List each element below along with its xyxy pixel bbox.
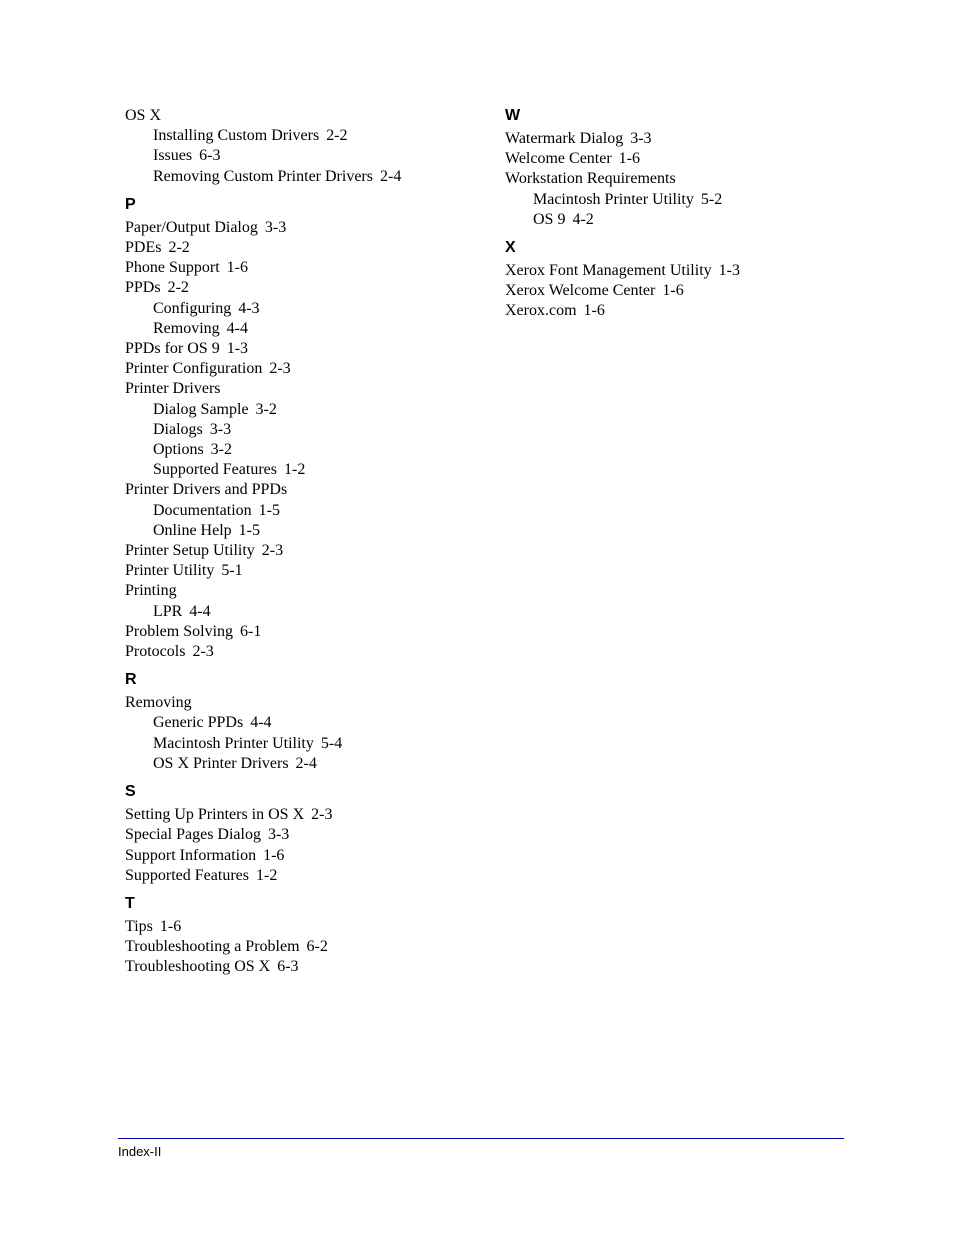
index-term: Phone Support: [125, 259, 220, 277]
index-entry: [125, 218, 485, 238]
index-term: Xerox Welcome Center: [505, 282, 656, 300]
index-term: Paper/Output Dialog: [125, 218, 258, 236]
index-entry: [505, 261, 885, 281]
index-page-ref: 1-3: [718, 262, 740, 280]
index-page-ref: 1-2: [283, 461, 306, 479]
index-page-ref: 5-4: [320, 734, 343, 752]
index-column-right: [505, 106, 885, 322]
index-column-left: [125, 106, 485, 978]
index-letter-heading: S: [125, 783, 136, 801]
index-term: Macintosh Printer Utility: [533, 190, 694, 208]
index-entry: [505, 169, 885, 189]
index-term: PPDs for OS 9: [125, 340, 220, 358]
index-letter-heading: P: [125, 195, 136, 213]
index-entry: [125, 642, 485, 662]
index-page-ref: 6-1: [240, 622, 262, 640]
index-term: Tips: [125, 917, 153, 935]
index-page-ref: 3-2: [255, 400, 277, 418]
index-term: Troubleshooting OS X: [125, 958, 271, 976]
index-term: Printer Configuration: [125, 360, 263, 378]
index-entry: [125, 339, 485, 359]
index-entry: [505, 281, 885, 301]
index-page-ref: 3-2: [210, 441, 232, 459]
index-page-ref: 2-2: [168, 239, 190, 257]
index-subentry: [125, 754, 485, 774]
index-subentry: [505, 210, 885, 230]
index-term: Printer Utility: [125, 562, 215, 580]
index-term: Watermark Dialog: [505, 130, 624, 147]
index-term: Installing Custom Drivers: [153, 127, 320, 145]
footer-page-label: Index-II: [118, 1144, 162, 1159]
index-entry: [125, 359, 485, 379]
index-page-ref: 4-4: [250, 714, 272, 732]
index-entry: [125, 379, 485, 399]
footer-rule: [118, 1138, 844, 1139]
index-page-ref: 3-3: [264, 218, 287, 236]
index-page-ref: 2-3: [261, 542, 284, 560]
index-term: Support Information: [125, 846, 257, 864]
index-term: OS X Printer Drivers: [153, 754, 289, 772]
index-term: Xerox Font Management Utility: [505, 262, 712, 280]
index-entry: [125, 238, 485, 258]
index-page-ref: 2-3: [269, 360, 291, 378]
index-term: Xerox.com: [505, 302, 577, 320]
index-page-ref: 4-4: [189, 602, 211, 620]
index-page-ref: 1-5: [258, 501, 280, 519]
index-term: Troubleshooting a Problem: [125, 938, 300, 956]
index-subentry: [125, 319, 485, 339]
index-page-ref: 2-4: [295, 754, 317, 772]
index-subentry: [125, 420, 485, 440]
index-entry: [125, 106, 485, 126]
index-term: Protocols: [125, 643, 186, 661]
index-entry: [125, 866, 485, 886]
index-subentry: [125, 521, 485, 541]
index-subentry: [125, 167, 485, 187]
index-entry: [125, 693, 485, 713]
index-entry: [125, 622, 485, 642]
index-term: Welcome Center: [505, 150, 612, 168]
index-subentry: [125, 734, 485, 754]
index-page-ref: 4-4: [226, 319, 248, 337]
index-term: Supported Features: [125, 866, 249, 884]
index-term: Configuring: [153, 299, 232, 317]
index-letter-heading: T: [125, 894, 135, 912]
index-page-ref: 1-6: [583, 302, 605, 320]
index-term: Printer Setup Utility: [125, 542, 255, 560]
index-entry: [125, 805, 485, 825]
index-term: Printer Drivers: [125, 380, 221, 398]
index-term: Removing: [125, 694, 192, 712]
index-page-ref: 2-3: [192, 643, 214, 661]
index-entry: [505, 149, 885, 169]
index-entry: [125, 561, 485, 581]
index-page-ref: 4-3: [238, 299, 260, 317]
index-page-ref: 2-2: [167, 279, 189, 297]
index-page-ref: 1-3: [226, 340, 249, 358]
index-page-ref: 2-2: [326, 127, 348, 145]
index-page-ref: 3-3: [209, 420, 232, 438]
index-subentry: [125, 501, 485, 521]
index-entry: [125, 278, 485, 298]
index-page-ref: 2-3: [311, 806, 333, 824]
index-subentry: [125, 126, 485, 146]
index-page-ref: 1-6: [618, 150, 640, 168]
index-letter-heading: W: [505, 107, 521, 124]
index-term: OS 9: [533, 210, 566, 228]
index-term: Workstation Requirements: [505, 170, 676, 188]
index-term: OS X: [125, 107, 162, 124]
index-subentry: [125, 146, 485, 166]
index-page-ref: 1-6: [662, 282, 684, 300]
index-term: Problem Solving: [125, 622, 234, 640]
index-page-ref: 5-2: [700, 190, 723, 208]
index-page-ref: 1-2: [255, 866, 278, 884]
index-term: LPR: [153, 602, 183, 620]
index-subentry: [125, 602, 485, 622]
index-page-ref: 2-4: [379, 167, 402, 185]
index-letter-heading: X: [505, 239, 516, 257]
index-subentry: [505, 190, 885, 210]
index-term: PDEs: [125, 239, 162, 257]
index-term: Dialog Sample: [153, 400, 249, 418]
index-entry: [505, 301, 885, 321]
index-entry: [125, 957, 485, 977]
index-page-ref: 1-6: [263, 846, 285, 864]
index-entry: [125, 937, 485, 957]
index-entry: [125, 825, 485, 845]
index-page-ref: 6-2: [306, 938, 328, 956]
index-page-ref: 3-3: [630, 130, 652, 147]
index-term: Supported Features: [153, 461, 277, 479]
index-subentry: [125, 460, 485, 480]
index-term: Dialogs: [153, 420, 203, 438]
index-entry: [125, 480, 485, 500]
index-page-ref: 4-2: [572, 210, 594, 228]
index-page-ref: 1-6: [226, 259, 248, 277]
index-entry: [125, 258, 485, 278]
index-page-ref: 5-1: [221, 562, 243, 580]
index-page-ref: 1-5: [238, 521, 260, 539]
index-page-ref: 6-3: [277, 958, 299, 976]
index-entry: [125, 581, 485, 601]
index-term: Options: [153, 441, 204, 459]
index-subentry: [125, 299, 485, 319]
index-term: Special Pages Dialog: [125, 826, 261, 844]
index-term: PPDs: [125, 279, 161, 297]
index-term: Online Help: [153, 521, 232, 539]
index-page-ref: 3-3: [267, 826, 290, 844]
index-subentry: [125, 440, 485, 460]
index-term: Setting Up Printers in OS X: [125, 806, 305, 824]
index-entry: [125, 917, 485, 937]
index-term: Issues: [153, 147, 193, 165]
index-page-ref: 6-3: [199, 147, 221, 165]
index-entry: [505, 129, 885, 149]
index-term: Printing: [125, 582, 177, 600]
index-letter-heading: R: [125, 671, 137, 689]
index-entry: [125, 846, 485, 866]
index-term: Printer Drivers and PPDs: [125, 481, 288, 499]
index-page-ref: 1-6: [159, 917, 182, 935]
index-subentry: [125, 400, 485, 420]
index-term: Removing Custom Printer Drivers: [153, 167, 373, 185]
index-term: Generic PPDs: [153, 714, 244, 732]
index-term: Documentation: [153, 501, 252, 519]
index-entry: [125, 541, 485, 561]
index-term: Removing: [153, 319, 220, 337]
index-subentry: [125, 713, 485, 733]
index-term: Macintosh Printer Utility: [153, 734, 314, 752]
